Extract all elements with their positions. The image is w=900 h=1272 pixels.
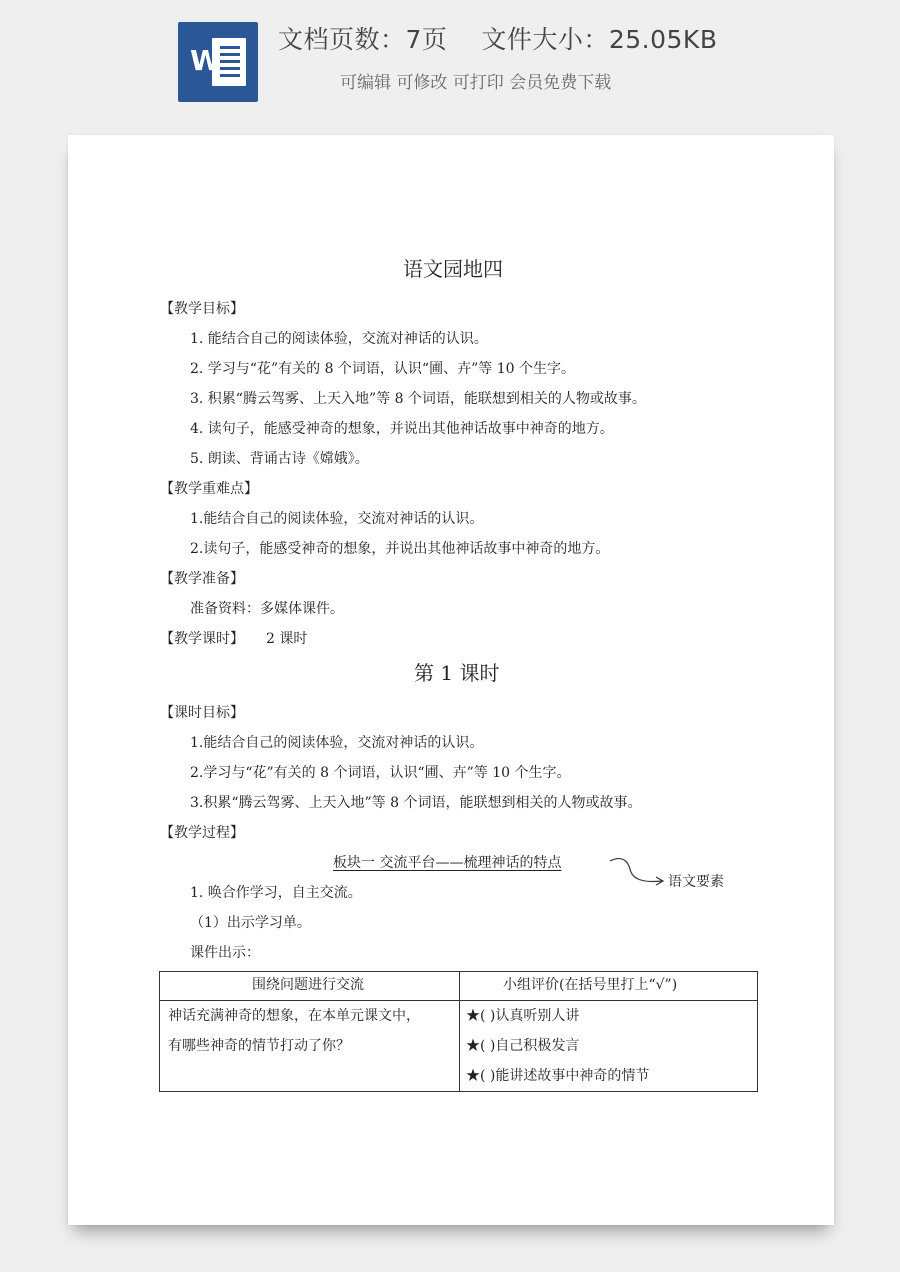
doc-info-subtitle: 可编辑 可修改 可打印 会员免费下载: [340, 73, 612, 93]
doc-info-title: 文档页数：7页 文件大小：25.05KB: [278, 25, 718, 54]
download-banner: [0, 0, 900, 118]
lesson-goal-item: 2.学习与“花”有关的 8 个词语，认识“圃、卉”等 10 个生字。: [190, 765, 571, 781]
keypoints-heading: 【教学重难点】: [160, 481, 258, 497]
document-title: 语文园地四: [403, 257, 503, 281]
table-question-line: 神话充满神奇的想象，在本单元课文中，: [168, 1008, 420, 1024]
document-page: [68, 135, 834, 1225]
hours-heading: 【教学课时】: [160, 631, 244, 647]
prep-heading: 【教学准备】: [160, 571, 244, 587]
goals-heading: 【教学目标】: [160, 301, 244, 317]
discussion-table: [159, 971, 758, 1092]
step-1-1: （1）出示学习单。: [190, 915, 311, 931]
goal-item: 5. 朗读、背诵古诗《嫦娥》。: [190, 451, 369, 467]
hours-value: 2 课时: [266, 631, 308, 647]
table-criterion: ★( )能讲述故事中神奇的情节: [466, 1068, 650, 1084]
word-document-icon: [178, 22, 258, 102]
lesson-goal-item: 3.积累“腾云驾雾、上天入地”等 8 个词语，能联想到相关的人物或故事。: [190, 795, 642, 811]
courseware-label: 课件出示：: [190, 945, 260, 961]
table-criterion: ★( )认真听别人讲: [466, 1008, 580, 1024]
step-1: 1. 唤合作学习，自主交流。: [190, 885, 362, 901]
prep-text: 准备资料：多媒体课件。: [190, 601, 344, 617]
annotation-label: 语文要素: [668, 874, 724, 890]
annotation-arrow-icon: [608, 855, 668, 891]
lesson-goals-heading: 【课时目标】: [160, 705, 244, 721]
table-criterion: ★( )自己积极发言: [466, 1038, 580, 1054]
goal-item: 2. 学习与“花”有关的 8 个词语，认识“圃、卉”等 10 个生字。: [190, 361, 575, 377]
goal-item: 1. 能结合自己的阅读体验，交流对神话的认识。: [190, 331, 488, 347]
table-header-question: 围绕问题进行交流: [252, 977, 364, 993]
goal-item: 3. 积累“腾云驾雾、上天入地”等 8 个词语，能联想到相关的人物或故事。: [190, 391, 646, 407]
lesson-goal-item: 1.能结合自己的阅读体验，交流对神话的认识。: [190, 735, 484, 751]
table-question-line: 有哪些神奇的情节打动了你？: [168, 1038, 350, 1054]
table-header-evaluation: 小组评价(在括号里打上“√”): [503, 977, 678, 993]
process-heading: 【教学过程】: [160, 825, 244, 841]
keypoint-item: 2.读句子，能感受神奇的想象，并说出其他神话故事中神奇的地方。: [190, 541, 610, 557]
lesson-title: 第 1 课时: [414, 661, 500, 685]
block-title: 板块一 交流平台——梳理神话的特点: [333, 855, 562, 871]
goal-item: 4. 读句子，能感受神奇的想象，并说出其他神话故事中神奇的地方。: [190, 421, 614, 437]
keypoint-item: 1.能结合自己的阅读体验，交流对神话的认识。: [190, 511, 484, 527]
word-icon-letter: W: [190, 44, 221, 77]
